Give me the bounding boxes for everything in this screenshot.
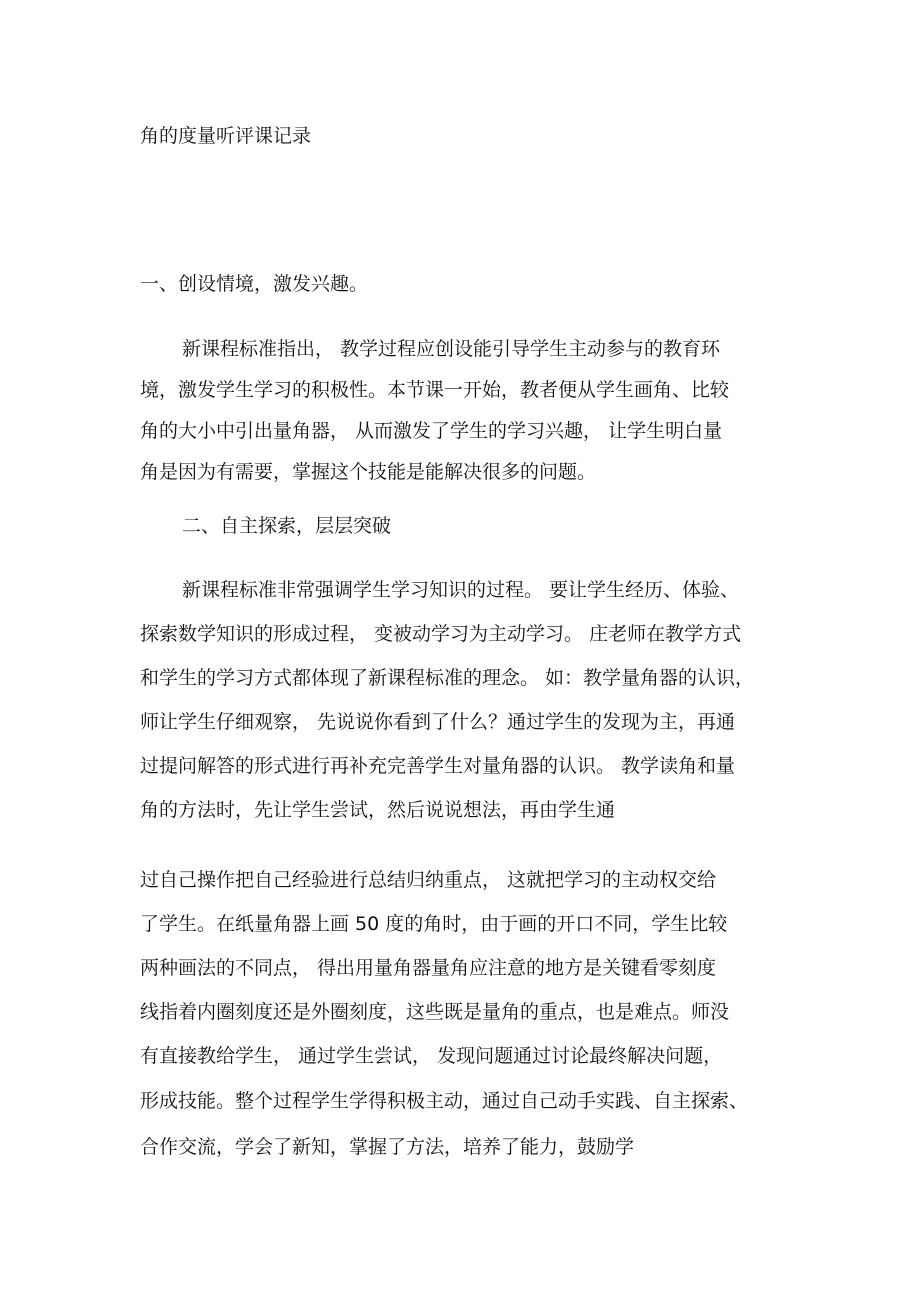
paragraph-line: 两种画法的不同点， 得出用量角器量角应注意的地方是关键看零刻度 <box>140 957 717 979</box>
paragraph-line: 线指着内圈刻度还是外圈刻度，这些既是量角的重点，也是难点。师没 <box>140 1001 730 1023</box>
paragraph-line: 探索数学知识的形成过程， 变被动学习为主动学习。 庄老师在教学方式 <box>140 623 742 645</box>
paragraph-line: 角的方法时，先让学生尝试，然后说说想法，再由学生通 <box>140 799 616 821</box>
section-heading-1: 一、创设情境，激发兴趣。 <box>140 273 369 295</box>
paragraph-line: 和学生的学习方式都体现了新课程标准的理念。 如：教学量角器的认识， <box>140 667 755 689</box>
paragraph-line: 新课程标准非常强调学生学习知识的过程。 要让学生经历、体验、 <box>182 579 740 601</box>
paragraph-line: 有直接教给学生， 通过学生尝试， 发现问题通过讨论最终解决问题， <box>140 1045 723 1067</box>
page-title: 角的度量听评课记录 <box>140 125 312 147</box>
section-heading-2: 二、自主探索，层层突破 <box>182 515 392 537</box>
paragraph-line: 角的大小中引出量角器， 从而激发了学生的学习兴趣， 让学生明白量 <box>140 420 723 442</box>
paragraph-line: 了学生。在纸量角器上画 50 度的角时，由于画的开口不同，学生比较 <box>140 913 728 935</box>
paragraph-line: 合作交流，学会了新知，掌握了方法，培养了能力，鼓励学 <box>140 1136 635 1158</box>
paragraph-line: 过自己操作把自己经验进行总结归纳重点， 这就把学习的主动权交给 <box>140 869 717 891</box>
paragraph-line: 过提问解答的形式进行再补充完善学生对量角器的认识。 教学读角和量 <box>140 755 736 777</box>
paragraph-line: 师让学生仔细观察， 先说说你看到了什么？通过学生的发现为主，再通 <box>140 711 736 733</box>
paragraph-line: 角是因为有需要，掌握这个技能是能解决很多的问题。 <box>140 461 597 483</box>
paragraph-line: 形成技能。整个过程学生学得积极主动，通过自己动手实践、自主探索、 <box>140 1090 749 1112</box>
paragraph-line: 新课程标准指出， 教学过程应创设能引导学生主动参与的教育环 <box>182 338 721 360</box>
paragraph-line: 境，激发学生学习的积极性。本节课一开始，教者便从学生画角、比较 <box>140 379 730 401</box>
